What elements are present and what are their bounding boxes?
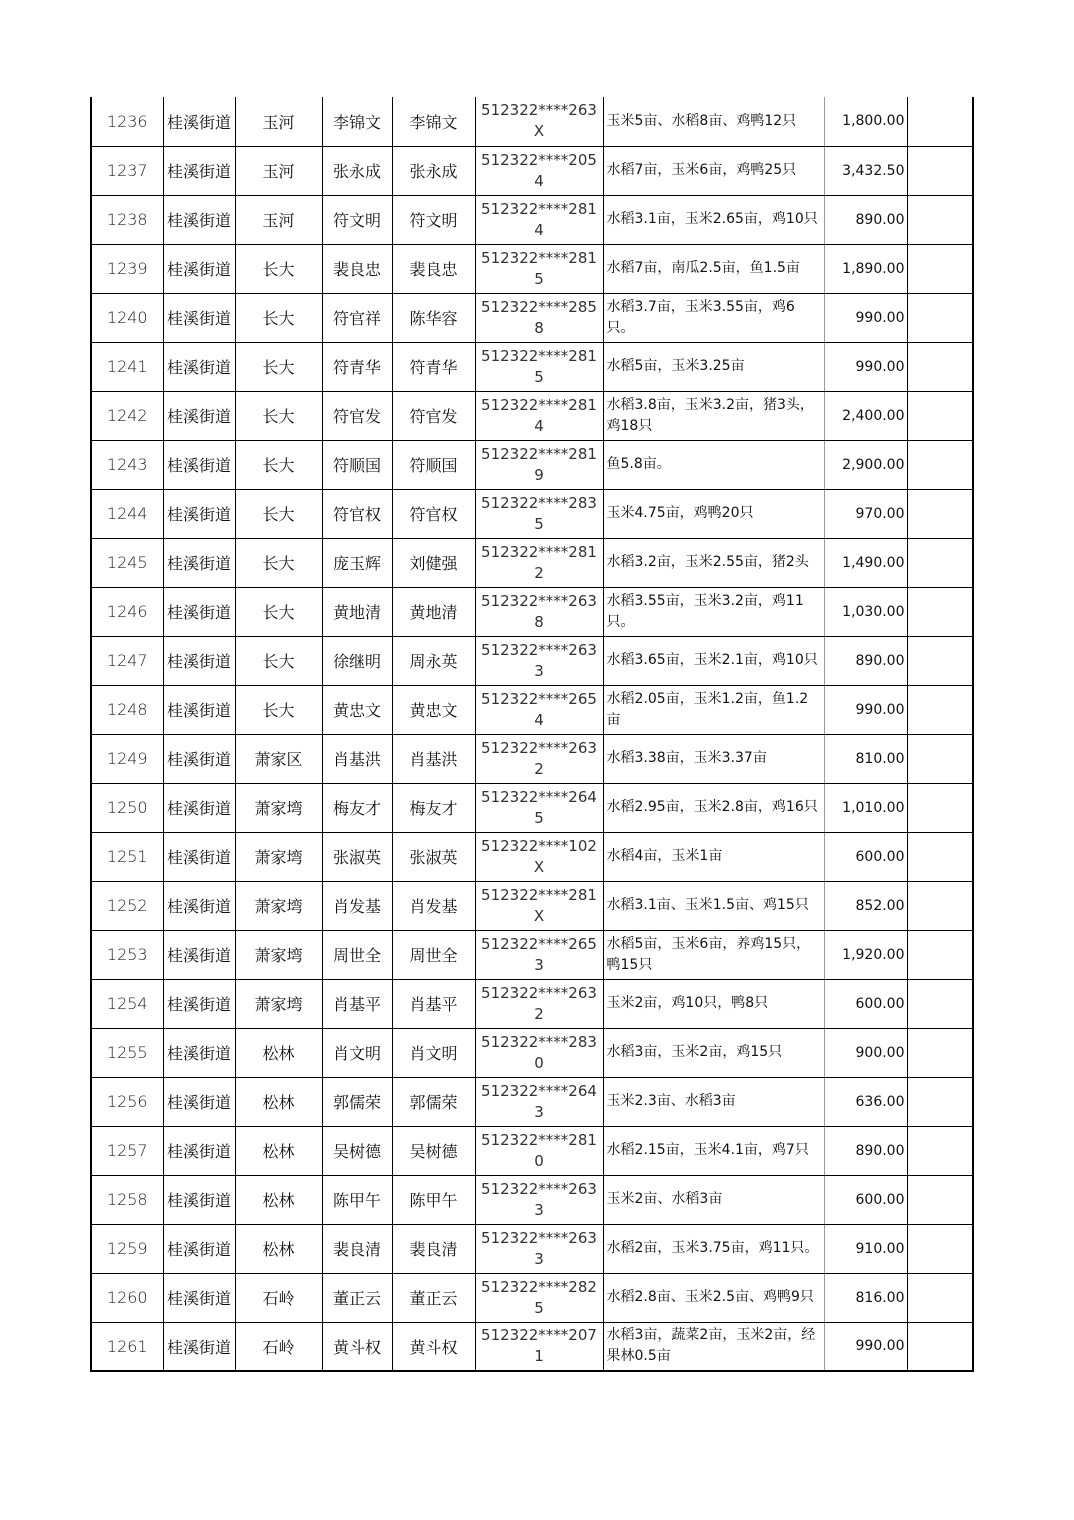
loss-description-cell: 玉米2亩，鸡10只，鸭8只 (603, 979, 824, 1028)
row-number: 1251 (91, 832, 163, 881)
holder-name-cell: 梅友才 (322, 783, 392, 832)
village-cell: 长大 (235, 244, 322, 293)
table-row (91, 636, 973, 685)
id-number-cell: 512322****2645 (475, 783, 603, 832)
loss-description-cell: 水稻3.55亩，玉米3.2亩，鸡11只。 (603, 587, 824, 636)
claimant-name-cell: 吴树德 (392, 1126, 475, 1175)
village-cell: 长大 (235, 587, 322, 636)
holder-name-cell: 符青华 (322, 342, 392, 391)
table-row (91, 342, 973, 391)
table-body (91, 97, 973, 1371)
street-cell: 桂溪街道 (163, 244, 235, 293)
table-row (91, 1126, 973, 1175)
amount-cell: 1,030.00 (824, 587, 907, 636)
row-number: 1252 (91, 881, 163, 930)
row-number: 1240 (91, 293, 163, 342)
id-number-cell: 512322****2815 (475, 342, 603, 391)
table-row (91, 489, 973, 538)
id-number-cell: 512322****281X (475, 881, 603, 930)
village-cell: 玉河 (235, 97, 322, 146)
holder-name-cell: 裴良清 (322, 1224, 392, 1273)
row-number: 1258 (91, 1175, 163, 1224)
street-cell: 桂溪街道 (163, 342, 235, 391)
amount-cell: 600.00 (824, 1175, 907, 1224)
remarks-cell (907, 293, 973, 342)
amount-cell: 636.00 (824, 1077, 907, 1126)
claimant-name-cell: 肖基平 (392, 979, 475, 1028)
holder-name-cell: 庞玉辉 (322, 538, 392, 587)
remarks-cell (907, 538, 973, 587)
remarks-cell (907, 979, 973, 1028)
loss-description-cell: 水稻3.1亩、玉米1.5亩、鸡15只 (603, 881, 824, 930)
village-cell: 松林 (235, 1077, 322, 1126)
row-number: 1238 (91, 195, 163, 244)
remarks-cell (907, 1077, 973, 1126)
remarks-cell (907, 881, 973, 930)
claimant-name-cell: 周世全 (392, 930, 475, 979)
street-cell: 桂溪街道 (163, 1126, 235, 1175)
street-cell: 桂溪街道 (163, 587, 235, 636)
holder-name-cell: 张淑英 (322, 832, 392, 881)
street-cell: 桂溪街道 (163, 685, 235, 734)
village-cell: 松林 (235, 1175, 322, 1224)
village-cell: 玉河 (235, 146, 322, 195)
claimant-name-cell: 刘健强 (392, 538, 475, 587)
amount-cell: 2,900.00 (824, 440, 907, 489)
street-cell: 桂溪街道 (163, 440, 235, 489)
table-row (91, 1077, 973, 1126)
row-number: 1248 (91, 685, 163, 734)
table-row (91, 538, 973, 587)
holder-name-cell: 黄忠文 (322, 685, 392, 734)
row-number: 1261 (91, 1322, 163, 1371)
loss-description-cell: 水稻2亩，玉米3.75亩，鸡11只。 (603, 1224, 824, 1273)
village-cell: 萧家塆 (235, 832, 322, 881)
remarks-cell (907, 97, 973, 146)
loss-description-cell: 水稻3亩，蔬菜2亩，玉米2亩，经果林0.5亩 (603, 1322, 824, 1371)
table-row (91, 734, 973, 783)
claimant-name-cell: 周永英 (392, 636, 475, 685)
village-cell: 长大 (235, 489, 322, 538)
amount-cell: 990.00 (824, 1322, 907, 1371)
table-row (91, 1273, 973, 1322)
id-number-cell: 512322****2819 (475, 440, 603, 489)
row-number: 1260 (91, 1273, 163, 1322)
row-number: 1259 (91, 1224, 163, 1273)
holder-name-cell: 符官发 (322, 391, 392, 440)
table-row (91, 979, 973, 1028)
street-cell: 桂溪街道 (163, 293, 235, 342)
street-cell: 桂溪街道 (163, 489, 235, 538)
remarks-cell (907, 1224, 973, 1273)
loss-description-cell: 水稻2.8亩、玉米2.5亩、鸡鸭9只 (603, 1273, 824, 1322)
loss-description-cell: 水稻4亩，玉米1亩 (603, 832, 824, 881)
loss-description-cell: 水稻3.38亩，玉米3.37亩 (603, 734, 824, 783)
village-cell: 长大 (235, 685, 322, 734)
row-number: 1243 (91, 440, 163, 489)
row-number: 1245 (91, 538, 163, 587)
village-cell: 萧家塆 (235, 881, 322, 930)
remarks-cell (907, 1322, 973, 1371)
id-number-cell: 512322****2632 (475, 979, 603, 1028)
village-cell: 长大 (235, 440, 322, 489)
remarks-cell (907, 489, 973, 538)
holder-name-cell: 陈甲午 (322, 1175, 392, 1224)
village-cell: 松林 (235, 1126, 322, 1175)
loss-description-cell: 水稻5亩，玉米6亩，养鸡15只，鸭15只 (603, 930, 824, 979)
loss-description-cell: 水稻2.15亩，玉米4.1亩，鸡7只 (603, 1126, 824, 1175)
village-cell: 长大 (235, 391, 322, 440)
village-cell: 萧家塆 (235, 979, 322, 1028)
street-cell: 桂溪街道 (163, 97, 235, 146)
id-number-cell: 512322****2812 (475, 538, 603, 587)
village-cell: 玉河 (235, 195, 322, 244)
claimant-name-cell: 黄忠文 (392, 685, 475, 734)
table-row (91, 685, 973, 734)
loss-description-cell: 水稻7亩，南瓜2.5亩，鱼1.5亩 (603, 244, 824, 293)
loss-description-cell: 水稻3.8亩，玉米3.2亩，猪3头，鸡18只 (603, 391, 824, 440)
id-number-cell: 512322****2814 (475, 391, 603, 440)
amount-cell: 1,920.00 (824, 930, 907, 979)
row-number: 1237 (91, 146, 163, 195)
id-number-cell: 512322****2830 (475, 1028, 603, 1077)
remarks-cell (907, 1273, 973, 1322)
holder-name-cell: 肖基洪 (322, 734, 392, 783)
claimant-name-cell: 裴良忠 (392, 244, 475, 293)
amount-cell: 1,490.00 (824, 538, 907, 587)
claimant-name-cell: 陈甲午 (392, 1175, 475, 1224)
table-row (91, 832, 973, 881)
table-row (91, 1175, 973, 1224)
remarks-cell (907, 195, 973, 244)
row-number: 1241 (91, 342, 163, 391)
village-cell: 萧家塆 (235, 930, 322, 979)
row-number: 1247 (91, 636, 163, 685)
id-number-cell: 512322****2653 (475, 930, 603, 979)
street-cell: 桂溪街道 (163, 832, 235, 881)
id-number-cell: 512322****2858 (475, 293, 603, 342)
street-cell: 桂溪街道 (163, 1322, 235, 1371)
table-row (91, 930, 973, 979)
row-number: 1255 (91, 1028, 163, 1077)
amount-cell: 970.00 (824, 489, 907, 538)
table-row (91, 146, 973, 195)
village-cell: 长大 (235, 538, 322, 587)
holder-name-cell: 郭儒荣 (322, 1077, 392, 1126)
remarks-cell (907, 685, 973, 734)
street-cell: 桂溪街道 (163, 146, 235, 195)
village-cell: 长大 (235, 293, 322, 342)
street-cell: 桂溪街道 (163, 1224, 235, 1273)
remarks-cell (907, 1028, 973, 1077)
amount-cell: 810.00 (824, 734, 907, 783)
remarks-cell (907, 636, 973, 685)
remarks-cell (907, 1126, 973, 1175)
id-number-cell: 512322****2071 (475, 1322, 603, 1371)
loss-description-cell: 水稻3.1亩，玉米2.65亩，鸡10只 (603, 195, 824, 244)
remarks-cell (907, 391, 973, 440)
amount-cell: 1,010.00 (824, 783, 907, 832)
table-row (91, 440, 973, 489)
id-number-cell: 512322****2810 (475, 1126, 603, 1175)
table-row (91, 195, 973, 244)
claimant-name-cell: 李锦文 (392, 97, 475, 146)
amount-cell: 990.00 (824, 342, 907, 391)
street-cell: 桂溪街道 (163, 783, 235, 832)
remarks-cell (907, 832, 973, 881)
village-cell: 石岭 (235, 1273, 322, 1322)
village-cell: 长大 (235, 342, 322, 391)
remarks-cell (907, 1175, 973, 1224)
loss-description-cell: 水稻3.2亩，玉米2.55亩，猪2头 (603, 538, 824, 587)
street-cell: 桂溪街道 (163, 1028, 235, 1077)
claimant-name-cell: 黄斗权 (392, 1322, 475, 1371)
holder-name-cell: 符顺国 (322, 440, 392, 489)
table-row (91, 1028, 973, 1077)
street-cell: 桂溪街道 (163, 195, 235, 244)
street-cell: 桂溪街道 (163, 881, 235, 930)
holder-name-cell: 黄地清 (322, 587, 392, 636)
holder-name-cell: 张永成 (322, 146, 392, 195)
amount-cell: 852.00 (824, 881, 907, 930)
loss-description-cell: 水稻3.7亩，玉米3.55亩，鸡6只。 (603, 293, 824, 342)
id-number-cell: 512322****2643 (475, 1077, 603, 1126)
table-row (91, 783, 973, 832)
street-cell: 桂溪街道 (163, 930, 235, 979)
loss-description-cell: 水稻2.95亩，玉米2.8亩，鸡16只 (603, 783, 824, 832)
claimant-name-cell: 裴良清 (392, 1224, 475, 1273)
amount-cell: 1,890.00 (824, 244, 907, 293)
street-cell: 桂溪街道 (163, 734, 235, 783)
street-cell: 桂溪街道 (163, 1077, 235, 1126)
id-number-cell: 512322****2825 (475, 1273, 603, 1322)
claimant-name-cell: 郭儒荣 (392, 1077, 475, 1126)
remarks-cell (907, 783, 973, 832)
amount-cell: 1,800.00 (824, 97, 907, 146)
remarks-cell (907, 146, 973, 195)
claimant-name-cell: 张淑英 (392, 832, 475, 881)
amount-cell: 890.00 (824, 195, 907, 244)
claimant-name-cell: 符官发 (392, 391, 475, 440)
row-number: 1256 (91, 1077, 163, 1126)
holder-name-cell: 符文明 (322, 195, 392, 244)
village-cell: 长大 (235, 636, 322, 685)
table-row (91, 244, 973, 293)
claimant-name-cell: 肖文明 (392, 1028, 475, 1077)
remarks-cell (907, 244, 973, 293)
holder-name-cell: 周世全 (322, 930, 392, 979)
table-row (91, 97, 973, 146)
claimant-name-cell: 符文明 (392, 195, 475, 244)
loss-description-cell: 水稻7亩，玉米6亩，鸡鸭25只 (603, 146, 824, 195)
holder-name-cell: 董正云 (322, 1273, 392, 1322)
amount-cell: 600.00 (824, 979, 907, 1028)
village-cell: 萧家区 (235, 734, 322, 783)
table-row (91, 587, 973, 636)
loss-description-cell: 水稻3.65亩，玉米2.1亩，鸡10只 (603, 636, 824, 685)
table-row (91, 293, 973, 342)
claimant-name-cell: 肖基洪 (392, 734, 475, 783)
id-number-cell: 512322****2835 (475, 489, 603, 538)
loss-description-cell: 玉米2亩、水稻3亩 (603, 1175, 824, 1224)
amount-cell: 2,400.00 (824, 391, 907, 440)
street-cell: 桂溪街道 (163, 979, 235, 1028)
loss-description-cell: 水稻2.05亩，玉米1.2亩，鱼1.2亩 (603, 685, 824, 734)
loss-description-cell: 鱼5.8亩。 (603, 440, 824, 489)
holder-name-cell: 吴树德 (322, 1126, 392, 1175)
street-cell: 桂溪街道 (163, 1175, 235, 1224)
village-cell: 萧家塆 (235, 783, 322, 832)
row-number: 1250 (91, 783, 163, 832)
holder-name-cell: 符官权 (322, 489, 392, 538)
amount-cell: 990.00 (824, 685, 907, 734)
row-number: 1236 (91, 97, 163, 146)
holder-name-cell: 肖基平 (322, 979, 392, 1028)
amount-cell: 890.00 (824, 1126, 907, 1175)
street-cell: 桂溪街道 (163, 1273, 235, 1322)
row-number: 1244 (91, 489, 163, 538)
row-number: 1242 (91, 391, 163, 440)
table-row (91, 1322, 973, 1371)
holder-name-cell: 肖发基 (322, 881, 392, 930)
claimant-name-cell: 董正云 (392, 1273, 475, 1322)
remarks-cell (907, 930, 973, 979)
loss-description-cell: 玉米4.75亩，鸡鸭20只 (603, 489, 824, 538)
claimant-name-cell: 梅友才 (392, 783, 475, 832)
id-number-cell: 512322****2814 (475, 195, 603, 244)
holder-name-cell: 肖文明 (322, 1028, 392, 1077)
remarks-cell (907, 587, 973, 636)
remarks-cell (907, 734, 973, 783)
claimant-name-cell: 张永成 (392, 146, 475, 195)
amount-cell: 816.00 (824, 1273, 907, 1322)
compensation-table (90, 97, 974, 1372)
row-number: 1254 (91, 979, 163, 1028)
holder-name-cell: 李锦文 (322, 97, 392, 146)
amount-cell: 900.00 (824, 1028, 907, 1077)
row-number: 1257 (91, 1126, 163, 1175)
id-number-cell: 512322****2633 (475, 1175, 603, 1224)
village-cell: 石岭 (235, 1322, 322, 1371)
claimant-name-cell: 符官权 (392, 489, 475, 538)
loss-description-cell: 玉米5亩、水稻8亩、鸡鸭12只 (603, 97, 824, 146)
loss-description-cell: 水稻5亩，玉米3.25亩 (603, 342, 824, 391)
remarks-cell (907, 440, 973, 489)
holder-name-cell: 裴良忠 (322, 244, 392, 293)
claimant-name-cell: 符青华 (392, 342, 475, 391)
claimant-name-cell: 肖发基 (392, 881, 475, 930)
holder-name-cell: 黄斗权 (322, 1322, 392, 1371)
id-number-cell: 512322****2815 (475, 244, 603, 293)
id-number-cell: 512322****2632 (475, 734, 603, 783)
table-row (91, 391, 973, 440)
street-cell: 桂溪街道 (163, 391, 235, 440)
loss-description-cell: 玉米2.3亩、水稻3亩 (603, 1077, 824, 1126)
id-number-cell: 512322****2054 (475, 146, 603, 195)
claimant-name-cell: 黄地清 (392, 587, 475, 636)
amount-cell: 990.00 (824, 293, 907, 342)
holder-name-cell: 徐继明 (322, 636, 392, 685)
id-number-cell: 512322****102X (475, 832, 603, 881)
row-number: 1239 (91, 244, 163, 293)
row-number: 1249 (91, 734, 163, 783)
id-number-cell: 512322****263X (475, 97, 603, 146)
amount-cell: 3,432.50 (824, 146, 907, 195)
table-row (91, 1224, 973, 1273)
amount-cell: 890.00 (824, 636, 907, 685)
loss-description-cell: 水稻3亩，玉米2亩，鸡15只 (603, 1028, 824, 1077)
row-number: 1253 (91, 930, 163, 979)
id-number-cell: 512322****2633 (475, 636, 603, 685)
remarks-cell (907, 342, 973, 391)
id-number-cell: 512322****2633 (475, 1224, 603, 1273)
row-number: 1246 (91, 587, 163, 636)
village-cell: 松林 (235, 1028, 322, 1077)
amount-cell: 600.00 (824, 832, 907, 881)
street-cell: 桂溪街道 (163, 538, 235, 587)
id-number-cell: 512322****2654 (475, 685, 603, 734)
claimant-name-cell: 陈华容 (392, 293, 475, 342)
claimant-name-cell: 符顺国 (392, 440, 475, 489)
holder-name-cell: 符官祥 (322, 293, 392, 342)
street-cell: 桂溪街道 (163, 636, 235, 685)
amount-cell: 910.00 (824, 1224, 907, 1273)
village-cell: 松林 (235, 1224, 322, 1273)
id-number-cell: 512322****2638 (475, 587, 603, 636)
table-row (91, 881, 973, 930)
